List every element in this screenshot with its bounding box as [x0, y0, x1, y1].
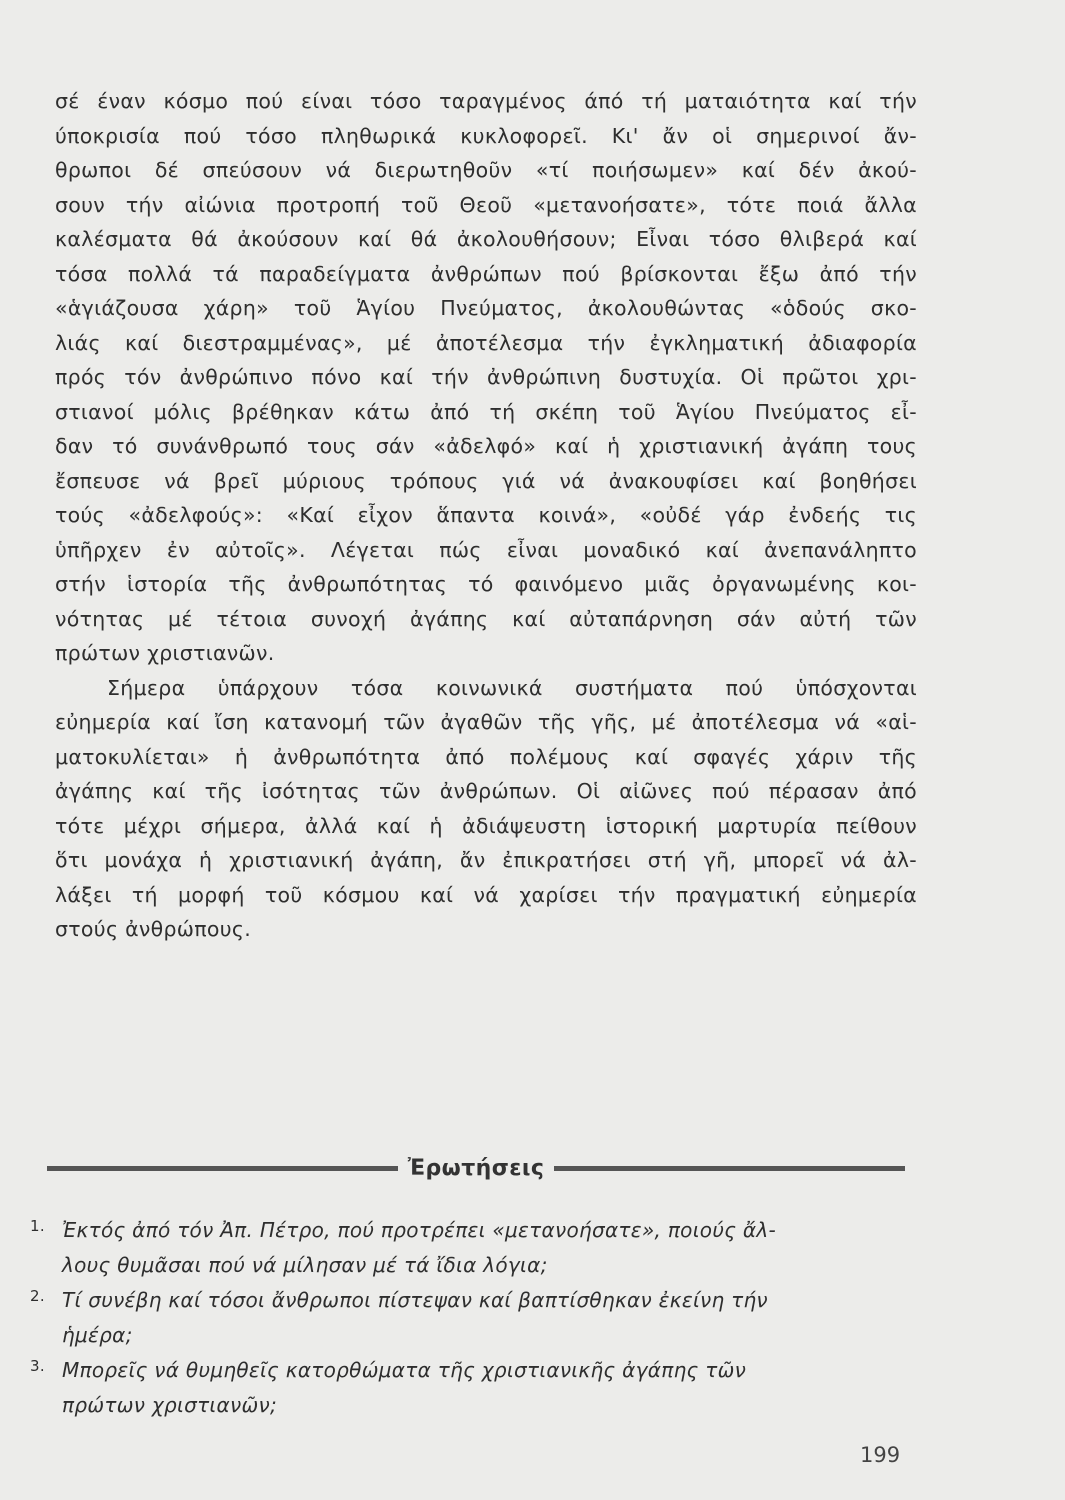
- text-line: ἔσπευσε νά βρεῖ μύριους τρόπους γιά νά ἀνακουφίσει καί βοηθήσει: [55, 468, 917, 493]
- text-line-paragraph-start: Σήμερα ὑπάρχουν τόσα κοινωνικά συστήματα πού ὑπόσχονται: [107, 675, 917, 700]
- question-number: 3.: [30, 1357, 45, 1375]
- text-line: δαν τό συνάνθρωπό τους σάν «ἀδελφό» καί ἡ χριστιανική ἀγάπη τους: [55, 434, 917, 458]
- text-line: ύποκρισία πού τόσο πληθωρικά κυκλοφορεῖ. Κι' ἄν οἱ σημερινοί ἄν-: [55, 123, 917, 148]
- question-item-continued: [30, 1318, 910, 1353]
- text-line: ἀγάπης καί τῆς ἰσότητας τῶν ἀνθρώπων. Οἱ αἰῶνες πού πέρασαν ἀπό: [55, 779, 917, 803]
- question-number: 1.: [30, 1217, 45, 1235]
- text-line: λάξει τή μορφή τοῦ κόσμου καί νά χαρίσει τήν πραγματική εὐημερία: [55, 882, 917, 907]
- text-line: ματοκυλίεται» ἡ ἀνθρωπότητα ἀπό πολέμους καί σφαγές χάριν τῆς: [55, 744, 917, 769]
- text-line: ὑπῆρχεν ἐν αὐτοῖς». Λέγεται πώς εἶναι μοναδικό καί ἀνεπανάληπτο: [55, 537, 917, 562]
- question-text: Μπορεῖς νά θυμηθεῖς κατορθώματα τῆς χριστιανικῆς ἀγάπης τῶν: [62, 1358, 747, 1382]
- text-line: πρός τόν ἀνθρώπινο πόνο καί τήν ἀνθρώπινη δυστυχία. Οἱ πρῶτοι χρι-: [55, 365, 917, 389]
- questions-heading-row: [47, 1148, 905, 1188]
- text-line: στήν ἱστορία τῆς ἀνθρωπότητας τό φαινόμενο μιᾶς ὀργανωμένης κοι-: [55, 572, 917, 596]
- question-item-continued: [30, 1248, 910, 1283]
- text-line: καλέσματα θά ἀκούσουν καί θά ἀκολουθήσουν; Εἶναι τόσο θλιβερά καί: [55, 227, 917, 251]
- page-number: 199: [860, 1443, 901, 1467]
- text-line: πρώτων χριστιανῶν.: [55, 641, 275, 665]
- question-item: [30, 1283, 910, 1318]
- text-line: τόσα πολλά τά παραδείγματα ἀνθρώπων πού βρίσκονται ἔξω ἀπό τήν: [55, 261, 917, 286]
- text-line: ὅτι μονάχα ἡ χριστιανική ἀγάπη, ἄν ἐπικρατήσει στή γῆ, μπορεῖ νά ἀλ-: [55, 848, 917, 872]
- text-line: στιανοί μόλις βρέθηκαν κάτω ἀπό τή σκέπη τοῦ Ἁγίου Πνεύματος εἶ-: [55, 399, 917, 424]
- question-number: 2.: [30, 1287, 45, 1305]
- question-item: [30, 1213, 910, 1248]
- text-line: τότε μέχρι σήμερα, ἀλλά καί ἡ ἀδιάψευστη ἱστορική μαρτυρία πείθουν: [55, 813, 917, 838]
- heading-rule-right: [554, 1166, 905, 1171]
- question-item: [30, 1353, 910, 1388]
- text-line: σέ έναν κόσμο πού είναι τόσο ταραγμένος άπό τή ματαιότητα καί τήν: [55, 89, 917, 113]
- question-text: Ἐκτός ἀπό τόν Ἀπ. Πέτρο, πού προτρέπει «μετανοήσατε», ποιούς ἄλ-: [62, 1218, 777, 1242]
- question-text: πρώτων χριστιανῶν;: [62, 1393, 277, 1417]
- question-item-continued: [30, 1388, 910, 1423]
- questions-list: [30, 1213, 910, 1423]
- text-line: θρωποι δέ σπεύσουν νά διερωτηθοῦν «τί ποιήσωμεν» καί δέν ἀκού-: [55, 158, 917, 182]
- heading-rule-left: [47, 1166, 398, 1171]
- text-line: «ἁγιάζουσα χάρη» τοῦ Ἁγίου Πνεύματος, ἀκολουθώντας «ὁδούς σκο-: [55, 296, 917, 320]
- question-text: ἡμέρα;: [62, 1323, 133, 1347]
- question-text: Τί συνέβη καί τόσοι ἄνθρωποι πίστεψαν καί βαπτίσθηκαν ἐκείνη τήν: [62, 1288, 768, 1312]
- text-line: λιάς καί διεστραμμένας», μέ ἀποτέλεσμα τήν ἐγκληματική ἀδιαφορία: [55, 330, 917, 355]
- text-line: νότητας μέ τέτοια συνοχή ἀγάπης καί αὐταπάρνηση σάν αὐτή τῶν: [55, 606, 917, 631]
- body-text: [55, 84, 917, 947]
- question-text: λους θυμᾶσαι πού νά μίλησαν μέ τά ἴδια λόγια;: [62, 1253, 548, 1277]
- text-line: στούς ἀνθρώπους.: [55, 917, 252, 941]
- text-line: τούς «ἀδελφούς»: «Καί εἶχον ἅπαντα κοινά», «οὐδέ γάρ ἐνδεής τις: [55, 503, 917, 527]
- questions-heading: Ἐρωτήσεις: [407, 1155, 545, 1181]
- text-line: εὐημερία καί ἴση κατανομή τῶν ἀγαθῶν τῆς γῆς, μέ ἀποτέλεσμα νά «αἱ-: [55, 710, 917, 734]
- text-line: σουν τήν αἰώνια προτροπή τοῦ Θεοῦ «μετανοήσατε», τότε ποιά ἄλλα: [55, 192, 917, 217]
